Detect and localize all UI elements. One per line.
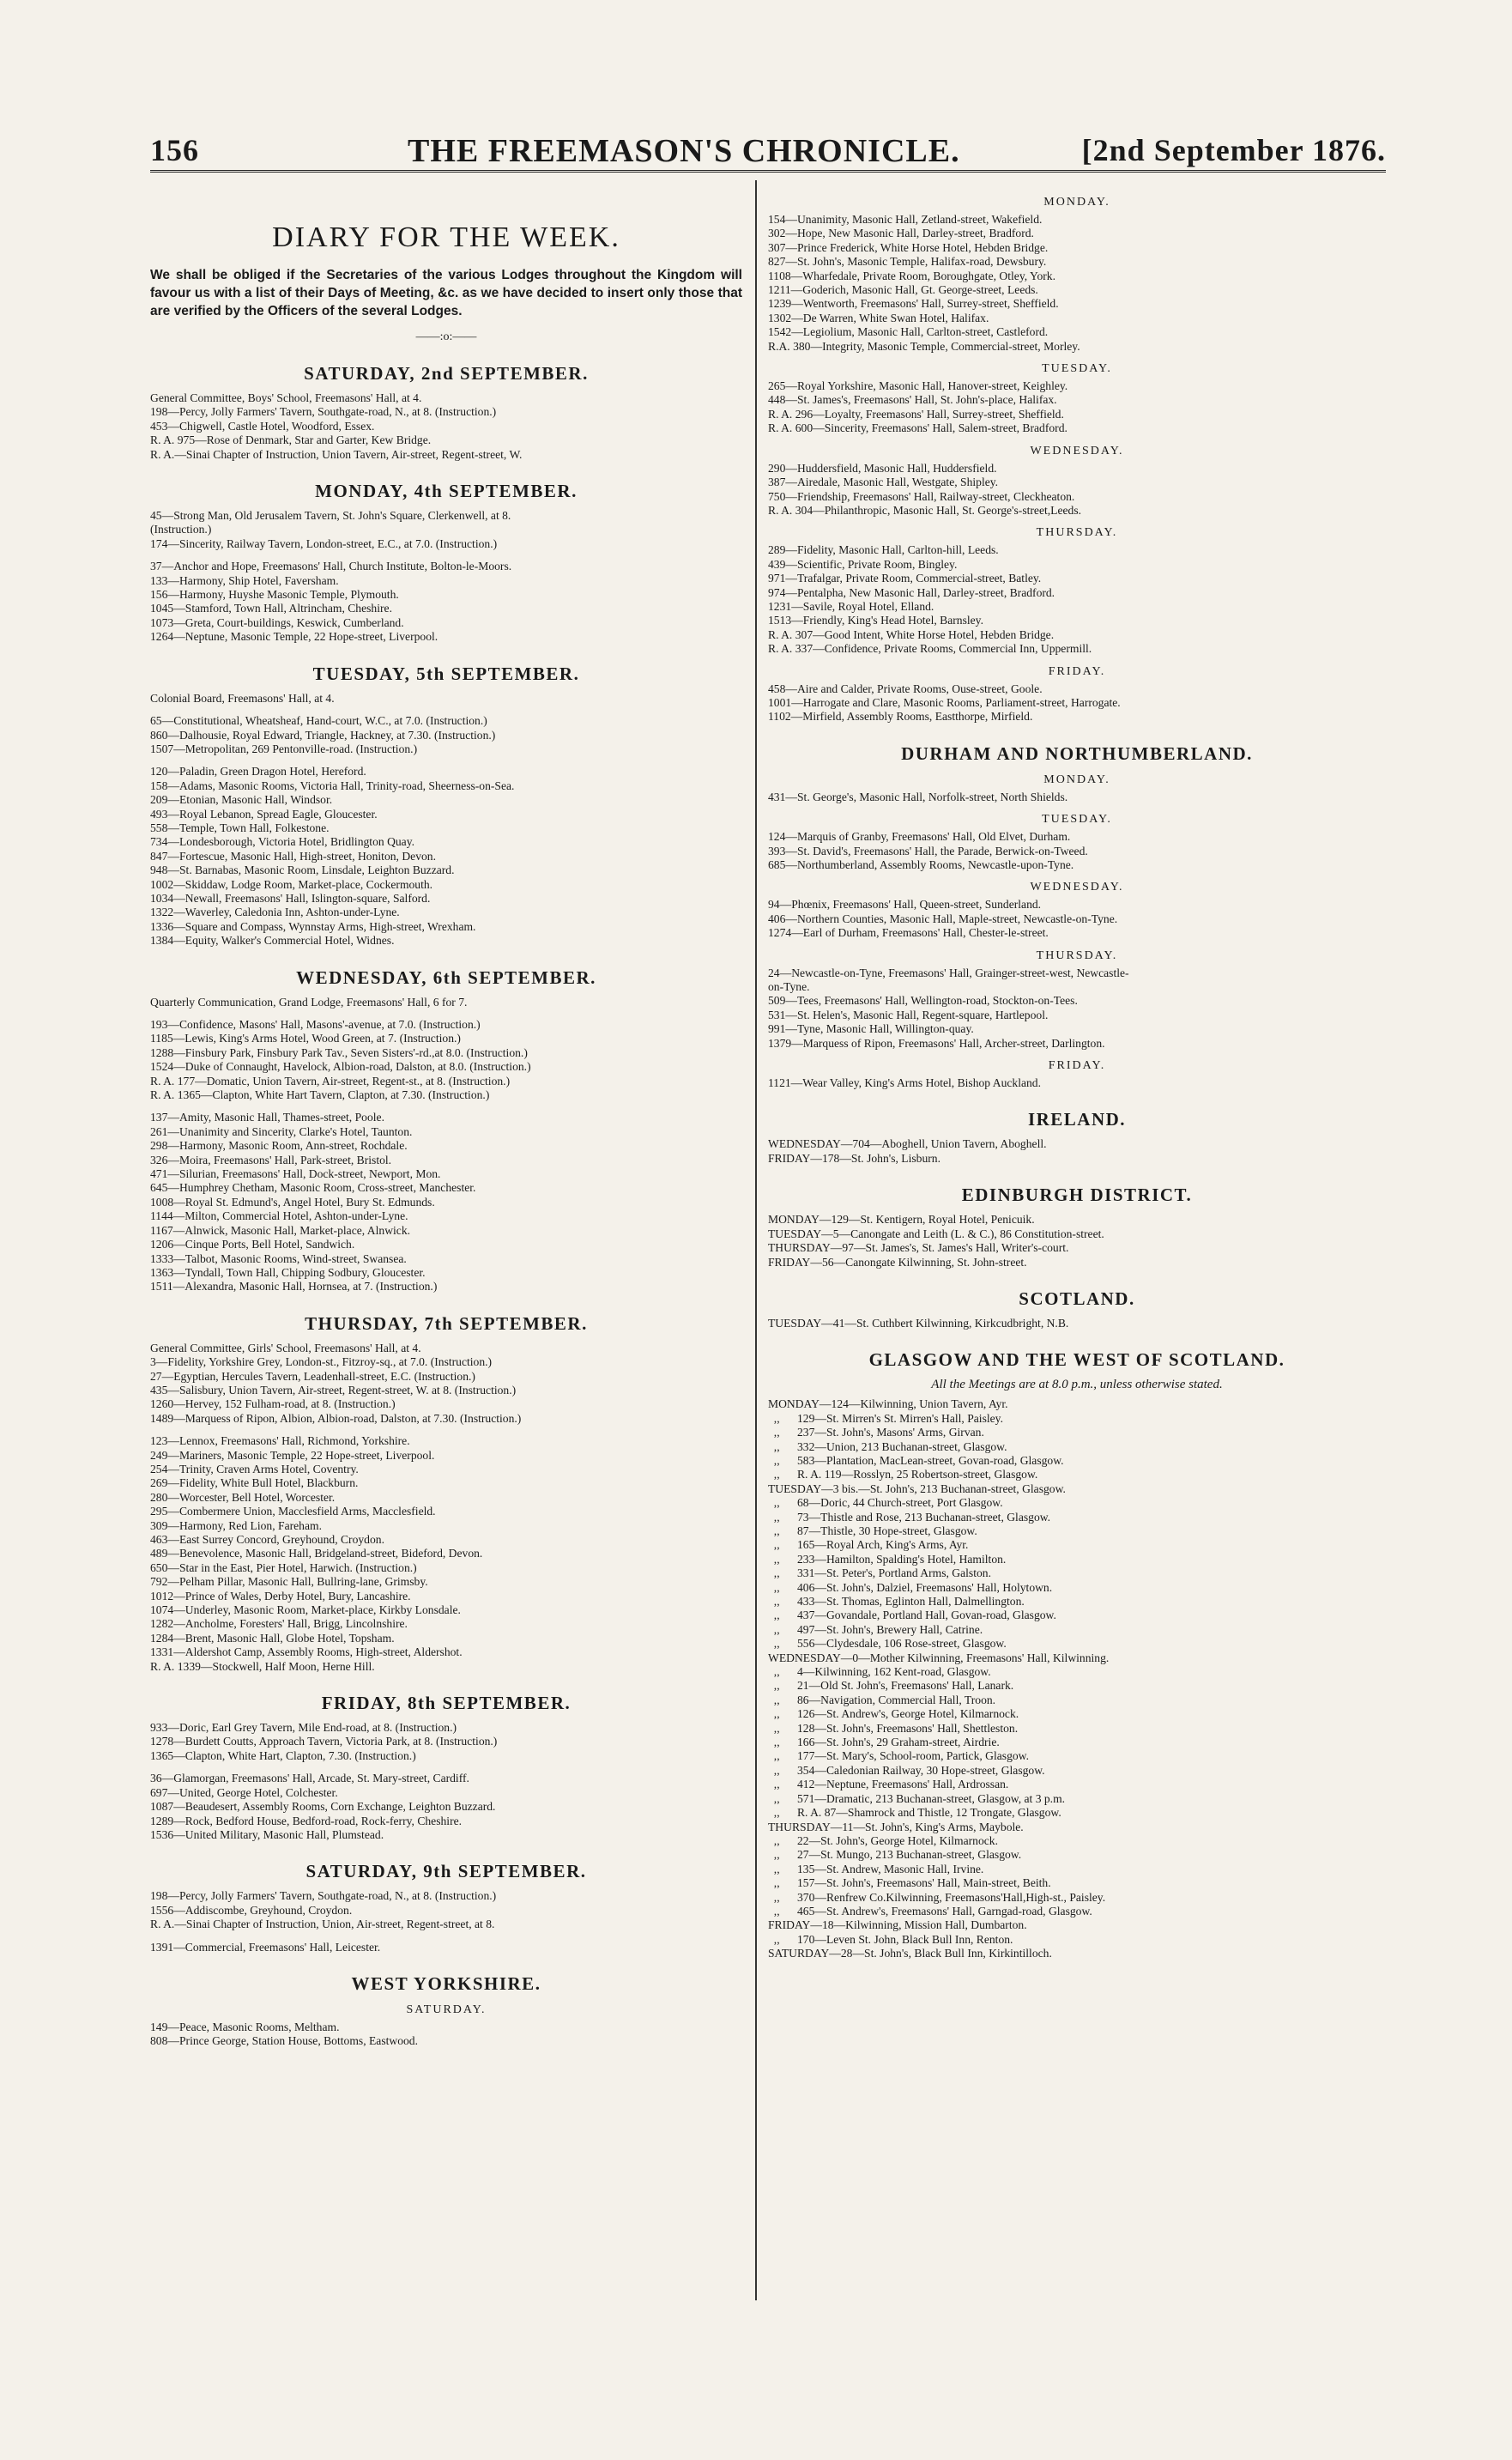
lodge-entry: 133—Harmony, Ship Hotel, Faversham. [150, 573, 339, 587]
group-gap [150, 551, 742, 560]
lodge-entry: R. A. 337—Confidence, Private Rooms, Commercial Inn, Uppermill. [768, 642, 1092, 656]
lodge-entry: ,, 135—St. Andrew, Masonic Hall, Irvine. [768, 1862, 984, 1875]
lodge-entry: 124—Marquis of Granby, Freemasons' Hall, Old Elvet, Durham. [768, 830, 1071, 844]
west-yorkshire-continued [768, 196, 1386, 724]
region-heading: GLASGOW AND THE WEST OF SCOTLAND. [868, 1349, 1285, 1371]
lodge-entry: ,, 4—Kilwinning, 162 Kent-road, Glasgow. [768, 1665, 991, 1679]
lodge-entry: 1008—Royal St. Edmund's, Angel Hotel, Bury St. Edmunds. [150, 1195, 435, 1209]
durham-section [768, 743, 1386, 1091]
lodge-entry: 1333—Talbot, Masonic Rooms, Wind-street, Swansea. [150, 1251, 407, 1265]
lodge-entry: 1087—Beaudesert, Assembly Rooms, Corn Exchange, Leighton Buzzard. [150, 1800, 496, 1814]
group-gap [150, 706, 742, 714]
lodge-entry: ,, 237—St. John's, Masons' Arms, Girvan. [768, 1426, 984, 1439]
scotland-section [768, 1288, 1386, 1330]
masthead-title: THE FREEMASON'S CHRONICLE. [408, 133, 960, 169]
lodge-entry: TUESDAY—41—St. Cuthbert Kilwinning, Kirkcudbright, N.B. [768, 1316, 1069, 1330]
lodge-entry: 558—Temple, Town Hall, Folkestone. [150, 821, 330, 834]
lodge-entry: R. A. 296—Loyalty, Freemasons' Hall, Surrey-street, Sheffield. [768, 407, 1064, 421]
lodge-entry: ,, 556—Clydesdale, 106 Rose-street, Glasgow. [768, 1637, 1007, 1651]
lodge-entry: ,, 129—St. Mirren's St. Mirren's Hall, Paisley. [768, 1411, 1003, 1425]
lodge-entry: 298—Harmony, Masonic Room, Ann-street, Rochdale. [150, 1139, 408, 1153]
lodge-entry: 1034—Newall, Freemasons' Hall, Islington-square, Salford. [150, 891, 431, 905]
ornament-divider: ——:o:—— [415, 330, 477, 343]
lodge-entry: 198—Percy, Jolly Farmers' Tavern, Southgate-road, N., at 8. (Instruction.) [150, 405, 497, 419]
weekday-label: TUESDAY. [1042, 813, 1112, 827]
lodge-entry: 158—Adams, Masonic Rooms, Victoria Hall, Trinity-road, Sheerness-on-Sea. [150, 779, 515, 792]
weekday-label: FRIDAY. [1048, 664, 1106, 678]
lodge-entry: ,, 170—Leven St. John, Black Bull Inn, Renton. [768, 1932, 1013, 1946]
lodge-entry: FRIDAY—18—Kilwinning, Mission Hall, Dumbarton. [768, 1918, 1027, 1932]
lodge-entry: ,, 165—Royal Arch, King's Arms, Ayr. [768, 1538, 969, 1552]
lodge-entry: TUESDAY—5—Canongate and Leith (L. & C.), 86 Constitution-street. [768, 1227, 1104, 1240]
lodge-entry: 453—Chigwell, Castle Hotel, Woodford, Essex. [150, 419, 375, 433]
lodge-entry: ,, 433—St. Thomas, Eglinton Hall, Dalmellington. [768, 1595, 1025, 1608]
lodge-entry: 149—Peace, Masonic Rooms, Meltham. [150, 2020, 340, 2033]
lodge-entry: (Instruction.) [150, 523, 212, 536]
lodge-entry: 120—Paladin, Green Dragon Hotel, Hereford. [150, 765, 366, 779]
lodge-entry: 3—Fidelity, Yorkshire Grey, London-st., Fitzroy-sq., at 7.0. (Instruction.) [150, 1355, 493, 1369]
group-gap [150, 756, 742, 765]
lodge-entry: 1001—Harrogate and Clare, Masonic Rooms, Parliament-street, Harrogate. [768, 695, 1121, 709]
lodge-entry: ,, 497—St. John's, Brewery Hall, Catrine. [768, 1622, 983, 1636]
lodge-entry: 971—Trafalgar, Private Room, Commercial-street, Batley. [768, 572, 1042, 585]
lodge-entry: 1542—Legiolium, Masonic Hall, Carlton-street, Castleford. [768, 325, 1049, 339]
lodge-entry: 1239—Wentworth, Freemasons' Hall, Surrey-street, Sheffield. [768, 297, 1059, 311]
lodge-entry: 393—St. David's, Freemasons' Hall, the Parade, Berwick-on-Tweed. [768, 844, 1088, 857]
lodge-entry: 808—Prince George, Station House, Bottoms, Eastwood. [150, 2034, 418, 2048]
column-divider [755, 180, 757, 2300]
group-gap [150, 1009, 742, 1018]
lodge-entry: 174—Sincerity, Railway Tavern, London-street, E.C., at 7.0. (Instruction.) [150, 536, 498, 550]
lodge-entry: 289—Fidelity, Masonic Hall, Carlton-hill, Leeds. [768, 543, 999, 557]
lodge-entry: 933—Doric, Earl Grey Tavern, Mile End-road, at 8. (Instruction.) [150, 1721, 457, 1735]
lodge-entry: 1507—Metropolitan, 269 Pentonville-road. (Instruction.) [150, 742, 418, 755]
lodge-entry: 1102—Mirfield, Assembly Rooms, Eastthorpe, Mirfield. [768, 710, 1033, 724]
lodge-entry: R.A. 380—Integrity, Masonic Temple, Commercial-street, Morley. [768, 339, 1080, 353]
lodge-entry: ,, 370—Renfrew Co.Kilwinning, Freemasons'Hall,High-st., Paisley. [768, 1890, 1106, 1904]
lodge-entry: ,, 437—Govandale, Portland Hall, Govan-road, Glasgow. [768, 1609, 1056, 1622]
weekday-label: THURSDAY. [1036, 948, 1118, 962]
lodge-entry: 1536—United Military, Masonic Hall, Plumstead. [150, 1827, 384, 1841]
lodge-entry: ,, 166—St. John's, 29 Graham-street, Airdrie. [768, 1736, 1000, 1749]
lodge-entry: 154—Unanimity, Masonic Hall, Zetland-street, Wakefield. [768, 213, 1043, 226]
region-heading: DURHAM AND NORTHUMBERLAND. [901, 742, 1253, 764]
lodge-entry: 1073—Greta, Court-buildings, Keswick, Cumberland. [150, 615, 404, 629]
lodge-entry: 156—Harmony, Huyshe Masonic Temple, Plymouth. [150, 588, 399, 602]
lodge-entry: R. A. 177—Domatic, Union Tavern, Air-street, Regent-st., at 8. (Instruction.) [150, 1074, 511, 1088]
lodge-entry: 645—Humphrey Chetham, Masonic Room, Cross-street, Manchester. [150, 1181, 476, 1195]
weekday-label: MONDAY. [1043, 196, 1110, 209]
lodge-entry: THURSDAY—11—St. John's, King's Arms, Maybole. [768, 1820, 1024, 1833]
lodge-entry: 1513—Friendly, King's Head Hotel, Barnsley. [768, 614, 983, 627]
lodge-entry: 847—Fortescue, Masonic Hall, High-street, Honiton, Devon. [150, 849, 436, 863]
weekday-label: WEDNESDAY. [1030, 881, 1124, 894]
weekday-label: MONDAY. [1043, 773, 1110, 786]
lodge-entry: 697—United, George Hotel, Colchester. [150, 1785, 338, 1799]
lodge-entry: General Committee, Girls' School, Freemasons' Hall, at 4. [150, 1341, 421, 1354]
ireland-section [768, 1109, 1386, 1166]
lodge-entry: 734—Londesborough, Victoria Hotel, Bridlington Quay. [150, 835, 415, 849]
lodge-entry: ,, 21—Old St. John's, Freemasons' Hall, Lanark. [768, 1679, 1014, 1693]
lodge-entry: 1260—Hervey, 152 Fulham-road, at 8. (Instruction.) [150, 1397, 396, 1411]
lodge-entry: SATURDAY—28—St. John's, Black Bull Inn, Kirkintilloch. [768, 1947, 1052, 1960]
lodge-entry: 209—Etonian, Masonic Hall, Windsor. [150, 793, 333, 807]
lodge-entry: ,, 571—Dramatic, 213 Buchanan-street, Glasgow, at 3 p.m. [768, 1791, 1066, 1805]
glasgow-section [768, 1349, 1386, 1960]
lodge-entry: ,, 86—Navigation, Commercial Hall, Troon. [768, 1693, 996, 1706]
weekday-label: THURSDAY. [1036, 526, 1118, 540]
lodge-entry: 1288—Finsbury Park, Finsbury Park Tav., Seven Sisters'-rd.,at 8.0. (Instruction.) [150, 1045, 528, 1059]
day-heading: FRIDAY, 8th SEPTEMBER. [321, 1693, 572, 1714]
lodge-entry: THURSDAY—97—St. James's, St. James's Hall, Writer's-court. [768, 1241, 1069, 1255]
lodge-entry: ,, 22—St. John's, George Hotel, Kilmarnock. [768, 1833, 999, 1847]
diary-sections [150, 363, 742, 1954]
lodge-entry: WEDNESDAY—704—Aboghell, Union Tavern, Aboghell. [768, 1137, 1047, 1151]
lodge-entry: ,, R. A. 87—Shamrock and Thistle, 12 Trongate, Glasgow. [768, 1806, 1061, 1820]
lodge-entry: 249—Mariners, Masonic Temple, 22 Hope-street, Liverpool. [150, 1448, 435, 1462]
lodge-entry: 1331—Aldershot Camp, Assembly Rooms, High-street, Aldershot. [150, 1645, 463, 1659]
lodge-entry: 265—Royal Yorkshire, Masonic Hall, Hanover-street, Keighley. [768, 379, 1068, 393]
meeting-time-note: All the Meetings are at 8.0 p.m., unless otherwise stated. [931, 1378, 1223, 1392]
lodge-entry: ,, 126—St. Andrew's, George Hotel, Kilmarnock. [768, 1707, 1019, 1721]
lodge-entry: 509—Tees, Freemasons' Hall, Wellington-road, Stockton-on-Tees. [768, 994, 1078, 1008]
lodge-entry: 24—Newcastle-on-Tyne, Freemasons' Hall, Grainger-street-west, Newcastle- [768, 966, 1129, 979]
lodge-entry: 309—Harmony, Red Lion, Fareham. [150, 1518, 322, 1532]
lodge-entry: 1365—Clapton, White Hart, Clapton, 7.30. (Instruction.) [150, 1748, 416, 1762]
lodge-entry: R. A. 307—Good Intent, White Horse Hotel, Hebden Bridge. [768, 627, 1055, 641]
lodge-entry: ,, 331—St. Peter's, Portland Arms, Galston. [768, 1566, 991, 1580]
lodge-entry: 137—Amity, Masonic Hall, Thames-street, Poole. [150, 1111, 384, 1124]
lodge-entry: 1289—Rock, Bedford House, Bedford-road, Rock-ferry, Cheshire. [150, 1814, 463, 1827]
lodge-entry: 685—Northumberland, Assembly Rooms, Newcastle-upon-Tyne. [768, 858, 1074, 871]
day-heading: TUESDAY, 5th SEPTEMBER. [312, 663, 580, 684]
lodge-entry: 458—Aire and Calder, Private Rooms, Ouse-street, Goole. [768, 682, 1043, 695]
lodge-entry: 295—Combermere Union, Macclesfield Arms, Macclesfield. [150, 1505, 436, 1518]
lodge-entry: 290—Huddersfield, Masonic Hall, Huddersfield. [768, 461, 997, 475]
weekday-label: WEDNESDAY. [1030, 444, 1124, 457]
edinburgh-section [768, 1185, 1386, 1269]
lodge-entry: 1185—Lewis, King's Arms Hotel, Wood Green, at 7. (Instruction.) [150, 1032, 461, 1045]
lodge-entry: 448—St. James's, Freemasons' Hall, St. John's-place, Halifax. [768, 393, 1057, 407]
lodge-entry: ,, 233—Hamilton, Spalding's Hotel, Hamilton. [768, 1552, 1007, 1566]
lodge-entry: 1524—Duke of Connaught, Havelock, Albion-road, Dalston, at 8.0. (Instruction.) [150, 1060, 531, 1074]
lodge-entry: R. A. 600—Sincerity, Freemasons' Hall, Salem-street, Bradford. [768, 421, 1067, 435]
lodge-entry: ,, R. A. 119—Rosslyn, 25 Robertson-street, Glasgow. [768, 1468, 1038, 1481]
lodge-entry: Quarterly Communication, Grand Lodge, Freemasons' Hall, 6 for 7. [150, 995, 468, 1009]
lodge-entry: 1012—Prince of Wales, Derby Hotel, Bury, Lancashire. [150, 1589, 411, 1603]
lodge-entry: 860—Dalhousie, Royal Edward, Triangle, Hackney, at 7.30. (Instruction.) [150, 728, 496, 742]
lodge-entry: 792—Pelham Pillar, Masonic Hall, Bullring-lane, Grimsby. [150, 1575, 428, 1589]
diary-title: DIARY FOR THE WEEK. [272, 221, 620, 253]
lodge-entry: 280—Worcester, Bell Hotel, Worcester. [150, 1490, 336, 1504]
right-column [768, 187, 1386, 2316]
lodge-entry: 1274—Earl of Durham, Freemasons' Hall, Chester-le-street. [768, 926, 1049, 940]
left-column [150, 187, 742, 2316]
lodge-entry: ,, 27—St. Mungo, 213 Buchanan-street, Glasgow. [768, 1848, 1022, 1862]
lodge-entry: R. A.—Sinai Chapter of Instruction, Union, Air-street, Regent-street, at 8. [150, 1918, 495, 1931]
lodge-entry: ,, 412—Neptune, Freemasons' Hall, Ardrossan. [768, 1778, 1009, 1791]
lodge-entry: 37—Anchor and Hope, Freemasons' Hall, Church Institute, Bolton-le-Moors. [150, 560, 512, 573]
lodge-entry: 750—Friendship, Freemasons' Hall, Railway-street, Cleckheaton. [768, 489, 1075, 503]
page-header [150, 129, 1386, 173]
lodge-entry: ,, 583—Plantation, MacLean-street, Govan-road, Glasgow. [768, 1453, 1064, 1467]
weekday-label: FRIDAY. [1048, 1059, 1106, 1073]
region-heading: EDINBURGH DISTRICT. [961, 1185, 1193, 1206]
lodge-entry: 1264—Neptune, Masonic Temple, 22 Hope-street, Liverpool. [150, 630, 438, 644]
lodge-entry: 1391—Commercial, Freemasons' Hall, Leicester. [150, 1940, 381, 1954]
lodge-entry: 974—Pentalpha, New Masonic Hall, Darley-street, Bradford. [768, 585, 1055, 599]
group-gap [150, 1932, 742, 1941]
lodge-entry: ,, 332—Union, 213 Buchanan-street, Glasgow. [768, 1439, 1007, 1453]
lodge-entry: 1002—Skiddaw, Lodge Room, Market-place, Cockermouth. [150, 877, 433, 891]
weekday-label: TUESDAY. [1042, 362, 1112, 376]
lodge-entry: MONDAY—129—St. Kentigern, Royal Hotel, Penicuik. [768, 1213, 1035, 1227]
lodge-entry: TUESDAY—3 bis.—St. John's, 213 Buchanan-street, Glasgow. [768, 1481, 1066, 1495]
lodge-entry: R. A. 975—Rose of Denmark, Star and Garter, Kew Bridge. [150, 433, 432, 447]
day-heading: WEDNESDAY, 6th SEPTEMBER. [296, 966, 596, 988]
lodge-entry: 431—St. George's, Masonic Hall, Norfolk-street, North Shields. [768, 790, 1068, 803]
weekday-label: SATURDAY. [406, 2003, 487, 2016]
lodge-entry: 326—Moira, Freemasons' Hall, Park-street, Bristol. [150, 1153, 392, 1166]
lodge-entry: 123—Lennox, Freemasons' Hall, Richmond, Yorkshire. [150, 1434, 410, 1448]
lodge-entry: 531—St. Helen's, Masonic Hall, Regent-square, Hartlepool. [768, 1008, 1049, 1021]
region-heading: IRELAND. [1027, 1109, 1127, 1130]
lodge-entry: 1278—Burdett Coutts, Approach Tavern, Victoria Park, at 8. (Instruction.) [150, 1735, 498, 1748]
lodge-entry: 65—Constitutional, Wheatsheaf, Hand-court, W.C., at 7.0. (Instruction.) [150, 714, 487, 728]
lodge-entry: 1284—Brent, Masonic Hall, Globe Hotel, Topsham. [150, 1631, 395, 1645]
lodge-entry: 948—St. Barnabas, Masonic Room, Linsdale, Leighton Buzzard. [150, 863, 455, 877]
lodge-entry: FRIDAY—56—Canongate Kilwinning, St. John-street. [768, 1255, 1027, 1269]
region-heading: WEST YORKSHIRE. [351, 1972, 541, 1994]
lodge-entry: Colonial Board, Freemasons' Hall, at 4. [150, 691, 335, 705]
lodge-entry: 471—Silurian, Freemasons' Hall, Dock-street, Newport, Mon. [150, 1167, 441, 1181]
lodge-entry: R. A. 1339—Stockwell, Half Moon, Herne Hill. [150, 1659, 375, 1673]
lodge-entry: General Committee, Boys' School, Freemasons' Hall, at 4. [150, 391, 422, 404]
lodge-entry: 1384—Equity, Walker's Commercial Hotel, Widnes. [150, 934, 395, 948]
lodge-entry: on-Tyne. [768, 980, 810, 994]
lodge-entry: R. A.—Sinai Chapter of Instruction, Union Tavern, Air-street, Regent-street, W. [150, 447, 523, 461]
lodge-entry: ,, 68—Doric, 44 Church-street, Port Glasgow. [768, 1496, 1003, 1510]
day-heading: SATURDAY, 9th SEPTEMBER. [305, 1861, 587, 1882]
lodge-entry: 1302—De Warren, White Swan Hotel, Halifax. [768, 311, 989, 324]
lodge-entry: 1336—Square and Compass, Wynnstay Arms, High-street, Wrexham. [150, 919, 476, 933]
day-heading: SATURDAY, 2nd SEPTEMBER. [304, 363, 589, 384]
lodge-entry: 198—Percy, Jolly Farmers' Tavern, Southgate-road, N., at 8. (Instruction.) [150, 1889, 497, 1903]
lodge-entry: 36—Glamorgan, Freemasons' Hall, Arcade, St. Mary-street, Cardiff. [150, 1772, 469, 1785]
lodge-entry: 1231—Savile, Royal Hotel, Elland. [768, 599, 934, 613]
diary-intro: We shall be obliged if the Secretaries of the various Lodges throughout the Kingdom will favour us with a list of their Days of Meeting, &c. as we have decided to insert only those that are verified by the Officers of the several Lodges. [150, 268, 742, 318]
lodge-entry: 435—Salisbury, Union Tavern, Air-street, Regent-street, W. at 8. (Instruction.) [150, 1383, 517, 1397]
lodge-entry: 193—Confidence, Masons' Hall, Masons'-avenue, at 7.0. (Instruction.) [150, 1018, 481, 1031]
day-heading: THURSDAY, 7th SEPTEMBER. [305, 1312, 588, 1334]
lodge-entry: ,, 465—St. Andrew's, Freemasons' Hall, Garngad-road, Glasgow. [768, 1904, 1092, 1918]
page-number: 156 [150, 133, 199, 167]
group-gap [150, 1426, 742, 1434]
lodge-entry: ,, 73—Thistle and Rose, 213 Buchanan-street, Glasgow. [768, 1510, 1051, 1524]
lodge-entry: FRIDAY—178—St. John's, Lisburn. [768, 1151, 940, 1165]
lodge-entry: 387—Airedale, Masonic Hall, Westgate, Shipley. [768, 476, 999, 489]
lodge-entry: 45—Strong Man, Old Jerusalem Tavern, St. John's Square, Clerkenwell, at 8. [150, 509, 511, 523]
group-gap [150, 1763, 742, 1772]
lodge-entry: ,, 87—Thistle, 30 Hope-street, Glasgow. [768, 1524, 977, 1537]
lodge-entry: ,, 354—Caledonian Railway, 30 Hope-street, Glasgow. [768, 1763, 1045, 1777]
lodge-entry: 1121—Wear Valley, King's Arms Hotel, Bishop Auckland. [768, 1076, 1042, 1090]
lodge-entry: 302—Hope, New Masonic Hall, Darley-street, Bradford. [768, 227, 1034, 240]
lodge-entry: ,, 177—St. Mary's, School-room, Partick, Glasgow. [768, 1749, 1030, 1763]
lodge-entry: 27—Egyptian, Hercules Tavern, Leadenhall-street, E.C. (Instruction.) [150, 1369, 475, 1383]
lodge-entry: 1511—Alexandra, Masonic Hall, Hornsea, at 7. (Instruction.) [150, 1280, 438, 1294]
lodge-entry: 1556—Addiscombe, Greyhound, Croydon. [150, 1903, 353, 1917]
region-heading: SCOTLAND. [1019, 1288, 1135, 1309]
lodge-entry: 1206—Cinque Ports, Bell Hotel, Sandwich. [150, 1238, 355, 1251]
lodge-entry: 1379—Marquess of Ripon, Freemasons' Hall, Archer-street, Darlington. [768, 1036, 1105, 1050]
lodge-entry: 1211—Goderich, Masonic Hall, Gt. George-street, Leeds. [768, 283, 1038, 297]
lodge-entry: 269—Fidelity, White Bull Hotel, Blackburn. [150, 1476, 359, 1490]
lodge-entry: 254—Trinity, Craven Arms Hotel, Coventry. [150, 1462, 359, 1475]
lodge-entry: 1363—Tyndall, Town Hall, Chipping Sodbury, Gloucester. [150, 1265, 426, 1279]
lodge-entry: 439—Scientific, Private Room, Bingley. [768, 557, 958, 571]
lodge-entry: 1489—Marquess of Ripon, Albion, Albion-road, Dalston, at 7.30. (Instruction.) [150, 1411, 522, 1425]
day-heading: MONDAY, 4th SEPTEMBER. [315, 481, 578, 502]
lodge-entry: 94—Phœnix, Freemasons' Hall, Queen-street, Sunderland. [768, 898, 1042, 912]
lodge-entry: 827—St. John's, Masonic Temple, Halifax-road, Dewsbury. [768, 255, 1047, 269]
issue-date: [2nd September 1876. [1081, 133, 1386, 167]
lodge-entry: 650—Star in the East, Pier Hotel, Harwich. (Instruction.) [150, 1560, 417, 1574]
lodge-entry: 1074—Underley, Masonic Room, Market-place, Kirkby Lonsdale. [150, 1603, 461, 1617]
lodge-entry: 261—Unanimity and Sincerity, Clarke's Hotel, Taunton. [150, 1124, 413, 1138]
lodge-entry: MONDAY—124—Kilwinning, Union Tavern, Ayr. [768, 1397, 1008, 1411]
lodge-entry: 1144—Milton, Commercial Hotel, Ashton-under-Lyne. [150, 1209, 408, 1223]
lodge-entry: ,, 157—St. John's, Freemasons' Hall, Main-street, Beith. [768, 1876, 1051, 1890]
lodge-entry: WEDNESDAY—0—Mother Kilwinning, Freemasons' Hall, Kilwinning. [768, 1651, 1110, 1664]
lodge-entry: 463—East Surrey Concord, Greyhound, Croydon. [150, 1533, 384, 1546]
lodge-entry: R. A. 304—Philanthropic, Masonic Hall, St. George's-street,Leeds. [768, 503, 1082, 517]
lodge-entry: 406—Northern Counties, Masonic Hall, Maple-street, Newcastle-on-Tyne. [768, 912, 1118, 925]
lodge-entry: 1322—Waverley, Caledonia Inn, Ashton-under-Lyne. [150, 906, 400, 919]
lodge-entry: ,, 128—St. John's, Freemasons' Hall, Shettleston. [768, 1721, 1019, 1735]
lodge-entry: 1167—Alnwick, Masonic Hall, Market-place, Alnwick. [150, 1223, 411, 1237]
lodge-entry: 1282—Ancholme, Foresters' Hall, Brigg, Lincolnshire. [150, 1617, 408, 1631]
lodge-entry: 1045—Stamford, Town Hall, Altrincham, Cheshire. [150, 602, 392, 615]
group-gap [150, 1102, 742, 1111]
lodge-entry: 307—Prince Frederick, White Horse Hotel, Hebden Bridge. [768, 240, 1049, 254]
lodge-entry: 1108—Wharfedale, Private Room, Boroughgate, Otley, York. [768, 269, 1055, 282]
lodge-entry: 489—Benevolence, Masonic Hall, Bridgeland-street, Bideford, Devon. [150, 1547, 483, 1560]
lodge-entry: R. A. 1365—Clapton, White Hart Tavern, Clapton, at 7.30. (Instruction.) [150, 1088, 490, 1102]
lodge-entry: 493—Royal Lebanon, Spread Eagle, Gloucester. [150, 807, 378, 821]
west-yorkshire-start [150, 1973, 742, 2049]
lodge-entry: 991—Tyne, Masonic Hall, Willington-quay. [768, 1022, 974, 1036]
lodge-entry: ,, 406—St. John's, Dalziel, Freemasons' Hall, Holytown. [768, 1580, 1053, 1594]
